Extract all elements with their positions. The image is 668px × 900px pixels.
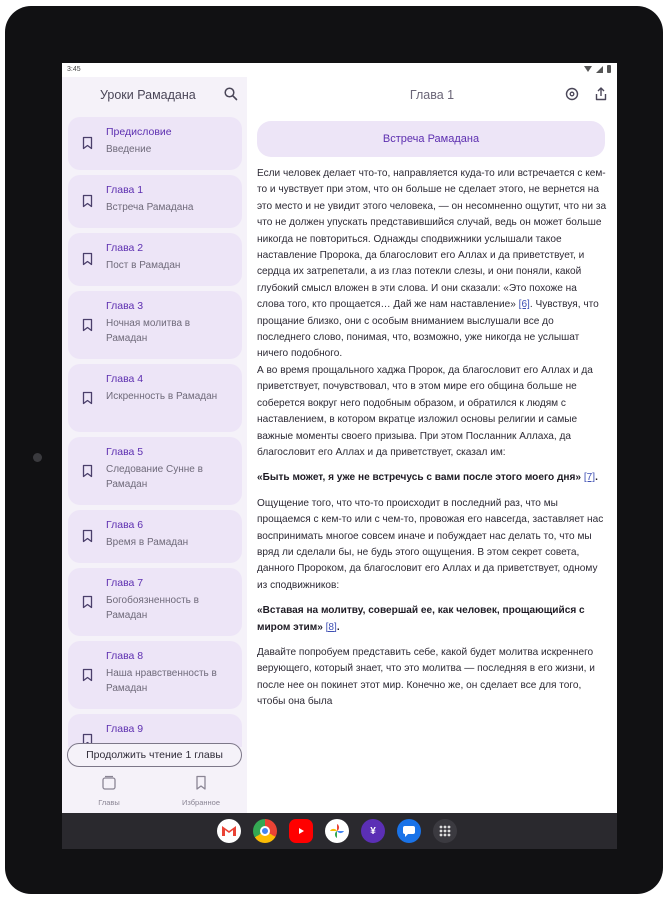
bookmark-icon[interactable]: [82, 595, 93, 609]
wifi-icon: [584, 66, 592, 72]
front-camera: [33, 453, 42, 462]
quote-end: .: [336, 621, 340, 633]
paragraph-text: Если человек делает что-то, направляется куда-то или встречается с кем-то и чувствует при этом, что он больше не сделает этого, не вернется на это место и не увидит этого человека, — он несомненно ощутит, что ни за что не должен упускать представившийся случай, ведь он может больше никогда не повториться. Однажды сподвижники услышали такое наставление Пророка, да благословит его Аллах и да приветствует, и сердца их затрепетали, а из глаз потекли слезы, и они поняли, какой глубокий смысл вложен в эти слова. И они сказали: «Это похоже на слова того, кто прощается… Дай же нам наставление»: [257, 168, 607, 311]
reader-paragraph: Давайте попробуем представить себе, какой будет молитва искреннего верующего, который знает, что это молитва — последняя в его жизни, и после нее он покинет этот мир. Конечно же, он сделает все для того, чтобы она была: [257, 646, 595, 708]
chapter-card-5[interactable]: [68, 437, 242, 505]
chapter-card-7[interactable]: [68, 568, 242, 636]
chapter-card-8[interactable]: [68, 641, 242, 709]
chapter-subtitle: Пост в Рамадан: [106, 260, 181, 271]
settings-icon[interactable]: [564, 86, 580, 102]
search-icon[interactable]: [223, 86, 239, 102]
nav-favorites-label: Избранное: [181, 798, 220, 807]
section-title-button[interactable]: Встреча Рамадана: [257, 121, 605, 157]
bookmark-icon[interactable]: [82, 529, 93, 543]
chapter-title: Глава 9: [106, 723, 144, 735]
chapter-card-1[interactable]: [68, 175, 242, 228]
chapter-card-4[interactable]: [68, 364, 242, 432]
chapter-subtitle: Богобоязненность в Рамадан: [106, 595, 199, 621]
signal-icon: [596, 66, 603, 73]
app-header: [62, 77, 247, 113]
reader-header-title: Глава 1: [409, 88, 455, 102]
chapters-pane: [62, 77, 247, 813]
footnote-link[interactable]: [7]: [583, 472, 596, 484]
chapter-title: Глава 7: [106, 577, 144, 589]
chapter-subtitle: Наша нравственность в Рамадан: [106, 668, 217, 694]
tablet-frame: [5, 6, 663, 894]
chapter-title: Глава 6: [106, 519, 144, 531]
reader-quote: [257, 603, 607, 636]
chapter-subtitle: Следование Сунне в Рамадан: [106, 464, 203, 490]
bookmark-icon[interactable]: [82, 318, 93, 332]
paragraph-text: . Чувствуя, что прощание близко, они с особым вниманием выслушали все до последнего слово, понимая, что, возможно, уже никогда не услышат ничего подобного.: [257, 299, 599, 360]
reader-paragraph: [257, 166, 607, 363]
chapter-title: Глава 4: [106, 373, 144, 385]
taskbar-dock: [62, 813, 617, 849]
bookmark-icon[interactable]: [82, 464, 93, 478]
bookmark-icon[interactable]: [82, 194, 93, 208]
chapter-card-6[interactable]: [68, 510, 242, 563]
yandex-icon[interactable]: ¥: [361, 819, 385, 843]
chapter-subtitle: Ночная молитва в Рамадан: [106, 318, 191, 344]
bottom-navigation: [62, 771, 247, 813]
youtube-icon[interactable]: [289, 819, 313, 843]
chapter-subtitle: Искренность в Рамадан: [106, 391, 218, 402]
bookmark-icon: [192, 775, 210, 791]
chapter-card-3[interactable]: [68, 291, 242, 359]
reader-paragraph: А во время прощального хаджа Пророк, да благословит его Аллах и да приветствует, почувствовал, что в этом мире его община больше не соберется вокруг него подобным образом, и обратился к людям с наставлением, в котором вкратце изложил основы религии и самые важные моменты своего призыва. При этом Посланник Аллаха, да благословит его Аллах и да приветствует, сказал им:: [257, 364, 593, 458]
footnote-link[interactable]: [6]: [518, 299, 530, 311]
app-title: Уроки Рамадана: [100, 88, 196, 102]
chapter-title: Предисловие: [106, 126, 172, 138]
bookmark-icon[interactable]: [82, 136, 93, 150]
bookmark-icon[interactable]: [82, 252, 93, 266]
footnote-link[interactable]: [8]: [325, 621, 337, 633]
bookmark-icon[interactable]: [82, 391, 93, 405]
quote-end: .: [595, 472, 598, 484]
apps-grid-icon[interactable]: [433, 819, 457, 843]
reader-quote: [257, 470, 607, 486]
photos-icon[interactable]: [325, 819, 349, 843]
quote-text: «Быть может, я уже не встречусь с вами после этого моего дня»: [257, 472, 584, 484]
status-bar: [62, 63, 617, 77]
bookmark-icon[interactable]: [82, 668, 93, 682]
chapter-subtitle: Время в Рамадан: [106, 537, 189, 548]
chrome-icon[interactable]: [253, 819, 277, 843]
reader-text: [257, 166, 607, 813]
chapter-list: [68, 117, 244, 747]
nav-chapters-label: Главы: [98, 798, 120, 807]
reader-pane: [247, 77, 617, 813]
chapter-title: Глава 1: [106, 184, 144, 196]
chapter-title: Глава 5: [106, 446, 144, 458]
chapter-card-2[interactable]: [68, 233, 242, 286]
battery-icon: [607, 65, 611, 73]
chapter-title: Глава 8: [106, 650, 144, 662]
screen: [62, 63, 617, 849]
chapter-title: Глава 3: [106, 300, 144, 312]
share-icon[interactable]: [593, 86, 609, 102]
continue-reading-button[interactable]: Продолжить чтение 1 главы: [67, 743, 242, 767]
chapter-subtitle: Введение: [106, 144, 152, 155]
book-icon: [100, 775, 118, 791]
gmail-icon[interactable]: [217, 819, 241, 843]
chapter-subtitle: Встреча Рамадана: [106, 202, 194, 213]
chapter-title: Глава 2: [106, 242, 144, 254]
status-time: 3:45: [67, 66, 81, 73]
nav-chapters[interactable]: [74, 775, 144, 807]
nav-favorites[interactable]: [166, 775, 236, 807]
messages-icon[interactable]: [397, 819, 421, 843]
chapter-card-preface[interactable]: [68, 117, 242, 170]
reader-paragraph: Ощущение того, что что-то происходит в последний раз, что мы прощаемся с кем-то или с чем-то, провожая его навсегда, заставляет нас воспринимать многое совсем иначе и побуждает нас делать то, что мы вряд ли сделали бы, не будь этого ощущения. В этом секрет совета, данного Пророком, да благословит его Аллах и да приветствует, одному из сподвижников:: [257, 497, 604, 591]
quote-text: «Вставая на молитву, совершай ее, как человек, прощающийся с миром этим»: [257, 605, 585, 633]
